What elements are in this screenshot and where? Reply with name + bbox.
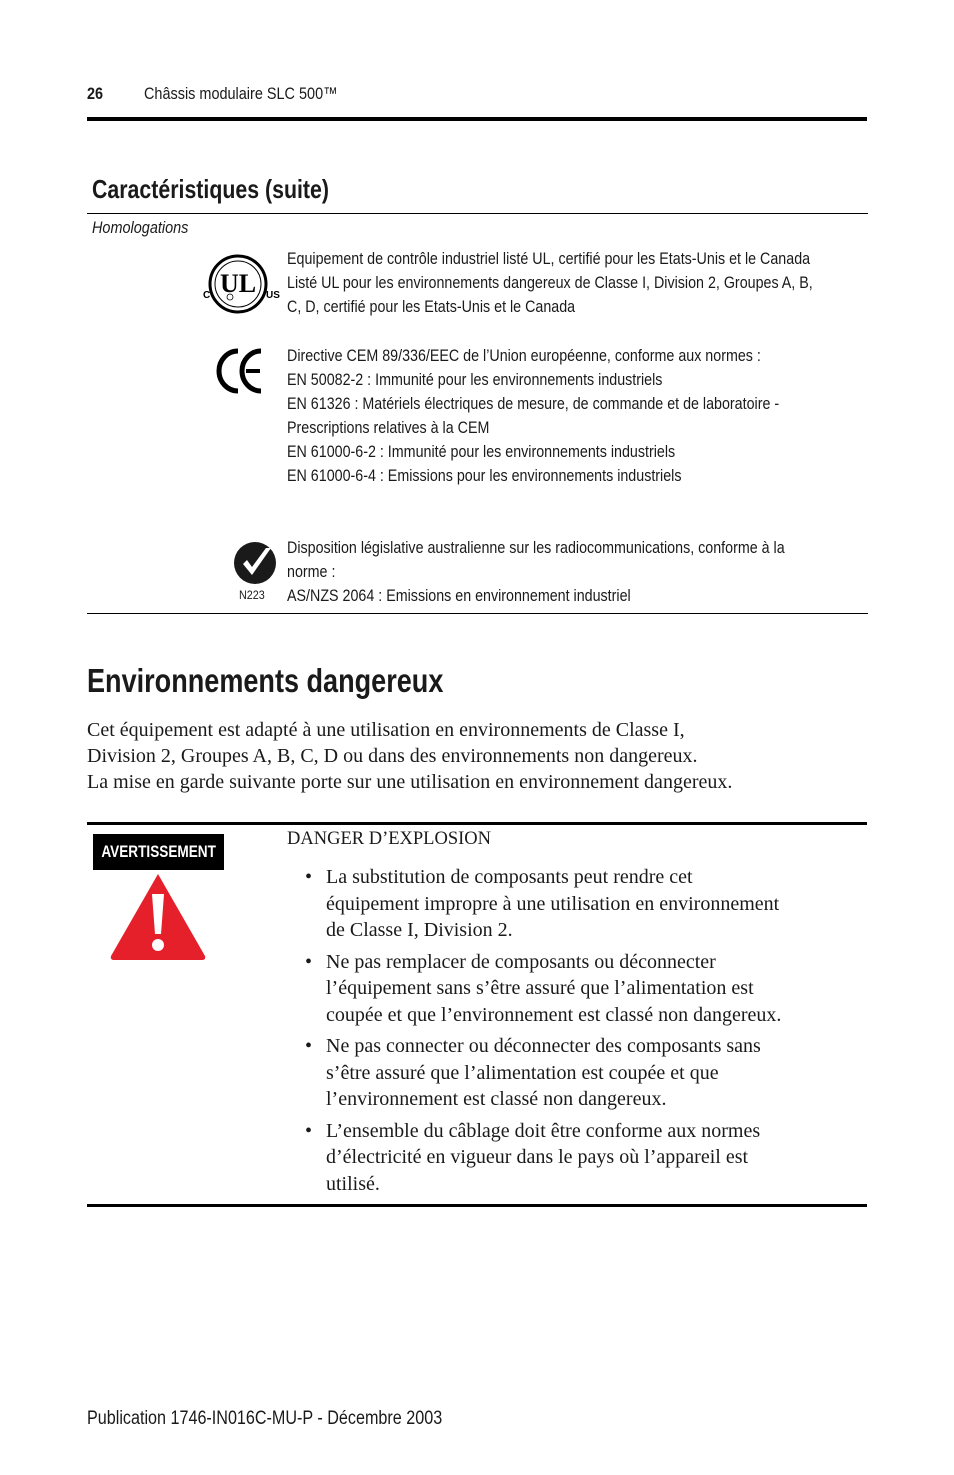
bullet-icon: •: [305, 950, 313, 973]
document-title: Châssis modulaire SLC 500™: [144, 84, 338, 103]
ul-mark-text: UL: [219, 269, 257, 298]
list-item: • Ne pas connecter ou déconnecter des composants sans s’être assuré que l’alimentation est coupée et que l’environnement est classé non dangereux.: [305, 1035, 761, 1110]
bullet-icon: •: [305, 1119, 313, 1142]
warning-rule-top: [87, 822, 867, 825]
section-title-specs: Caractéristiques (suite): [92, 174, 329, 204]
ce-mark-icon: [216, 346, 266, 396]
ul-listed-icon: [200, 254, 282, 314]
publication-footer: Publication 1746-IN016C-MU-P - Décembre 2003: [87, 1408, 443, 1429]
warning-triangle-icon: [108, 870, 208, 967]
list-item: • Ne pas remplacer de composants ou déconnecter l’équipement sans s’être assuré que l’alimentation est coupée et que l’environnement est classé non dangereux.: [305, 950, 782, 1026]
header-rule: [87, 117, 867, 121]
warning-title: DANGER D’EXPLOSION: [287, 829, 492, 849]
c-tick-certification-text: Disposition législative australienne sur les radiocommunications, conforme à la norme : AS/NZS 2064 : Emissions en environnement industriel: [287, 538, 785, 605]
ce-certification-text: Directive CEM 89/336/EEC de l’Union européenne, conforme aux normes : EN 50082-2 : Immunité pour les environnements industriels EN 61326 : Matériels électriques de mesure, de commande et de laboratoire - Prescriptions relatives à la CEM EN 61000-6-2 : Immunité pour les environnements industriels EN 61000-6-4 : Emissions pour les environnements industriels: [287, 346, 780, 485]
c-tick-caption: N223: [239, 588, 265, 602]
page-number: 26: [87, 84, 104, 103]
bullet-icon: •: [305, 1035, 313, 1057]
section-rule: [87, 213, 868, 214]
warning-badge: AVERTISSEMENT: [93, 834, 224, 870]
bullet-icon: •: [305, 866, 313, 888]
list-item: • La substitution de composants peut rendre cet équipement impropre à une utilisation en environnement de Classe I, Division 2.: [305, 866, 780, 941]
list-item: • L’ensemble du câblage doit être conforme aux normes d’électricité en vigueur dans le pays où l’appareil est utilisé.: [305, 1119, 761, 1195]
hazard-intro-paragraph: Cet équipement est adapté à une utilisation en environnements de Classe I, Division 2, Groupes A, B, C, D ou dans des environnements non dangereux. La mise en garde suivante porte sur une utilisation en environnement dangereux.: [87, 719, 733, 793]
approvals-label: Homologations: [92, 218, 189, 237]
section-title-hazardous: Environnements dangereux: [87, 662, 444, 699]
section-rule: [87, 613, 868, 614]
c-tick-icon: [233, 540, 279, 586]
ul-us-text: US: [266, 290, 280, 301]
warning-bullet-list: [287, 864, 877, 1202]
ul-certification-text: Equipement de contrôle industriel listé UL, certifié pour les Etats-Unis et le Canada Listé UL pour les environnements dangereux de Classe I, Division 2, Groupes A, B, C, D, certifié pour les Etats-Unis et le Canada: [287, 249, 813, 316]
ul-c-text: C: [203, 290, 211, 301]
warning-rule-bottom: [87, 1204, 867, 1207]
